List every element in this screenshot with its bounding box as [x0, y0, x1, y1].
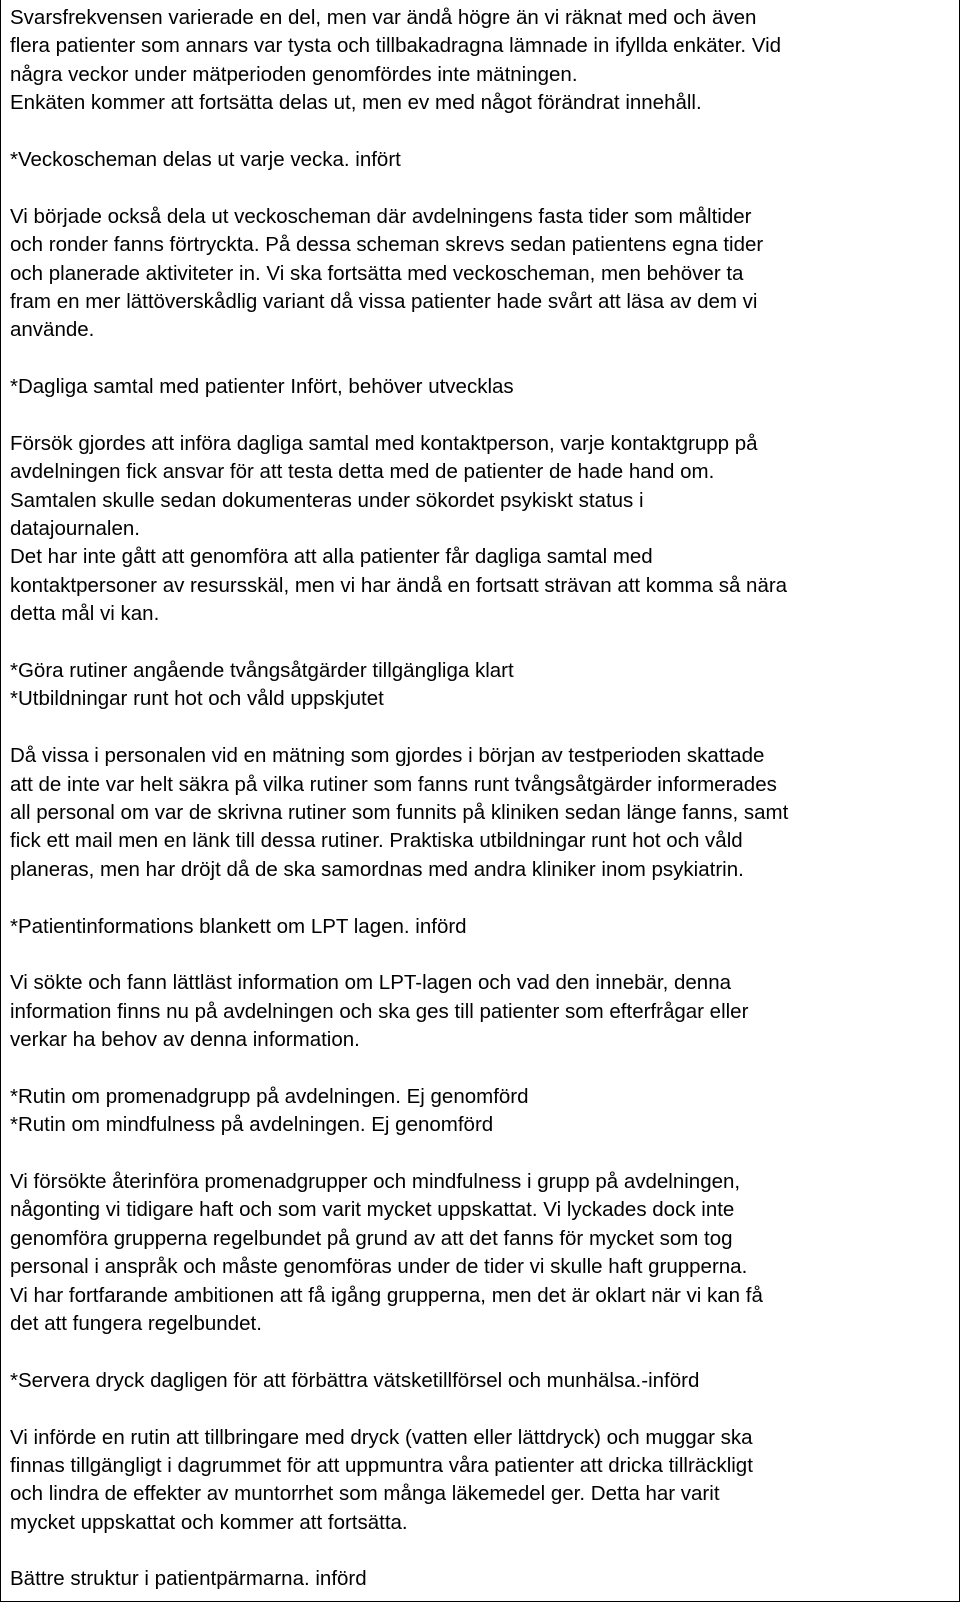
- text-line: använde.: [10, 318, 95, 342]
- text-line: flera patienter som annars var tysta och tillbakadragna lämnade in ifyllda enkäter. Vid: [10, 34, 782, 58]
- text-line: någonting vi tidigare haft och som varit mycket uppskattat. Vi lyckades dock inte: [10, 1198, 735, 1222]
- blank-line: [10, 345, 950, 373]
- text-line: *Rutin om promenadgrupp på avdelningen. Ej genomförd: [10, 1084, 529, 1108]
- text-line: Svarsfrekvensen varierade en del, men var ändå högre än vi räknat med och även: [10, 6, 757, 29]
- blank-line: [10, 174, 950, 202]
- text-line: Vi försökte återinföra promenadgrupper och mindfulness i grupp på avdelningen,: [10, 1170, 741, 1194]
- text-line: personal i anspråk och måste genomföras under de tider vi skulle haft grupperna.: [10, 1255, 748, 1279]
- text-line: Det har inte gått att genomföra att alla patienter får dagliga samtal med: [10, 545, 653, 569]
- blank-line: [10, 629, 950, 657]
- text-line: fram en mer lättöverskådlig variant då vissa patienter hade svårt att läsa av dem vi: [10, 289, 758, 313]
- text-line: *Utbildningar runt hot och våld uppskjutet: [10, 687, 384, 711]
- blank-line: [10, 118, 950, 146]
- text-line: Vi införde en rutin att tillbringare med dryck (vatten eller lättdryck) och muggar ska: [10, 1425, 753, 1449]
- text-line: Enkäten kommer att fortsätta delas ut, men ev med något förändrat innehåll.: [10, 91, 702, 115]
- text-line: planeras, men har dröjt då de ska samordnas med andra kliniker inom psykiatrin.: [10, 857, 744, 881]
- blank-line: [10, 1054, 950, 1082]
- text-line: kontaktpersoner av resursskäl, men vi har ändå en fortsatt strävan att komma så nära: [10, 573, 788, 597]
- text-line: att de inte var helt säkra på vilka rutiner som fanns runt tvångsåtgärder informerades: [10, 772, 777, 796]
- text-line: genomföra grupperna regelbundet på grund av att det fanns för mycket som tog: [10, 1226, 733, 1250]
- text-line: *Göra rutiner angående tvångsåtgärder tillgängliga klart: [10, 658, 514, 682]
- text-line: *Veckoscheman delas ut varje vecka. infört: [10, 147, 401, 171]
- blank-line: [10, 1140, 950, 1168]
- text-line: det att fungera regelbundet.: [10, 1311, 262, 1335]
- blank-line: [10, 884, 950, 912]
- text-line: några veckor under mätperioden genomfördes inte mätningen.: [10, 62, 578, 86]
- document-body: [10, 4, 950, 1594]
- text-line: Bättre struktur i patientpärmarna. införd: [10, 1567, 367, 1591]
- text-line: *Rutin om mindfulness på avdelningen. Ej genomförd: [10, 1113, 494, 1137]
- text-line: *Servera dryck dagligen för att förbättra vätsketillförsel och munhälsa.-införd: [10, 1368, 700, 1392]
- blank-line: [10, 1537, 950, 1565]
- text-line: Vi sökte och fann lättläst information om LPT-lagen och vad den innebär, denna: [10, 971, 732, 995]
- text-line: finnas tillgängligt i dagrummet för att uppmuntra våra patienter att dricka tillräckligt: [10, 1453, 753, 1477]
- text-line: Försök gjordes att införa dagliga samtal med kontaktperson, varje kontaktgrupp på: [10, 431, 758, 455]
- text-line: datajournalen.: [10, 517, 140, 541]
- text-line: *Dagliga samtal med patienter Infört, behöver utvecklas: [10, 375, 514, 399]
- text-line: Då vissa i personalen vid en mätning som gjordes i början av testperioden skattade: [10, 744, 765, 768]
- blank-line: [10, 1338, 950, 1366]
- text-line: Vi började också dela ut veckoscheman där avdelningens fasta tider som måltider: [10, 204, 752, 228]
- blank-line: [10, 941, 950, 969]
- text-line: och ronder fanns förtryckta. På dessa scheman skrevs sedan patientens egna tider: [10, 233, 764, 257]
- blank-line: [10, 714, 950, 742]
- text-line: Vi har fortfarande ambitionen att få igång grupperna, men det är oklart när vi kan få: [10, 1283, 763, 1307]
- text-line: mycket uppskattat och kommer att fortsätta.: [10, 1510, 408, 1534]
- text-line: verkar ha behov av denna information.: [10, 1028, 360, 1052]
- text-line: Samtalen skulle sedan dokumenteras under sökordet psykiskt status i: [10, 488, 644, 512]
- text-line: fick ett mail men en länk till dessa rutiner. Praktiska utbildningar runt hot och våld: [10, 829, 743, 853]
- blank-line: [10, 401, 950, 429]
- text-line: all personal om var de skrivna rutiner som funnits på kliniken sedan länge fanns, samt: [10, 800, 789, 824]
- text-line: information finns nu på avdelningen och ska ges till patienter som efterfrågar eller: [10, 999, 749, 1023]
- text-line: och lindra de effekter av muntorrhet som många läkemedel ger. Detta har varit: [10, 1482, 720, 1506]
- text-line: och planerade aktiviteter in. Vi ska fortsätta med veckoscheman, men behöver ta: [10, 261, 744, 285]
- text-line: *Patientinformations blankett om LPT lagen. införd: [10, 914, 467, 938]
- text-line: avdelningen fick ansvar för att testa detta med de patienter de hade hand om.: [10, 460, 715, 484]
- text-line: detta mål vi kan.: [10, 602, 160, 626]
- blank-line: [10, 1395, 950, 1423]
